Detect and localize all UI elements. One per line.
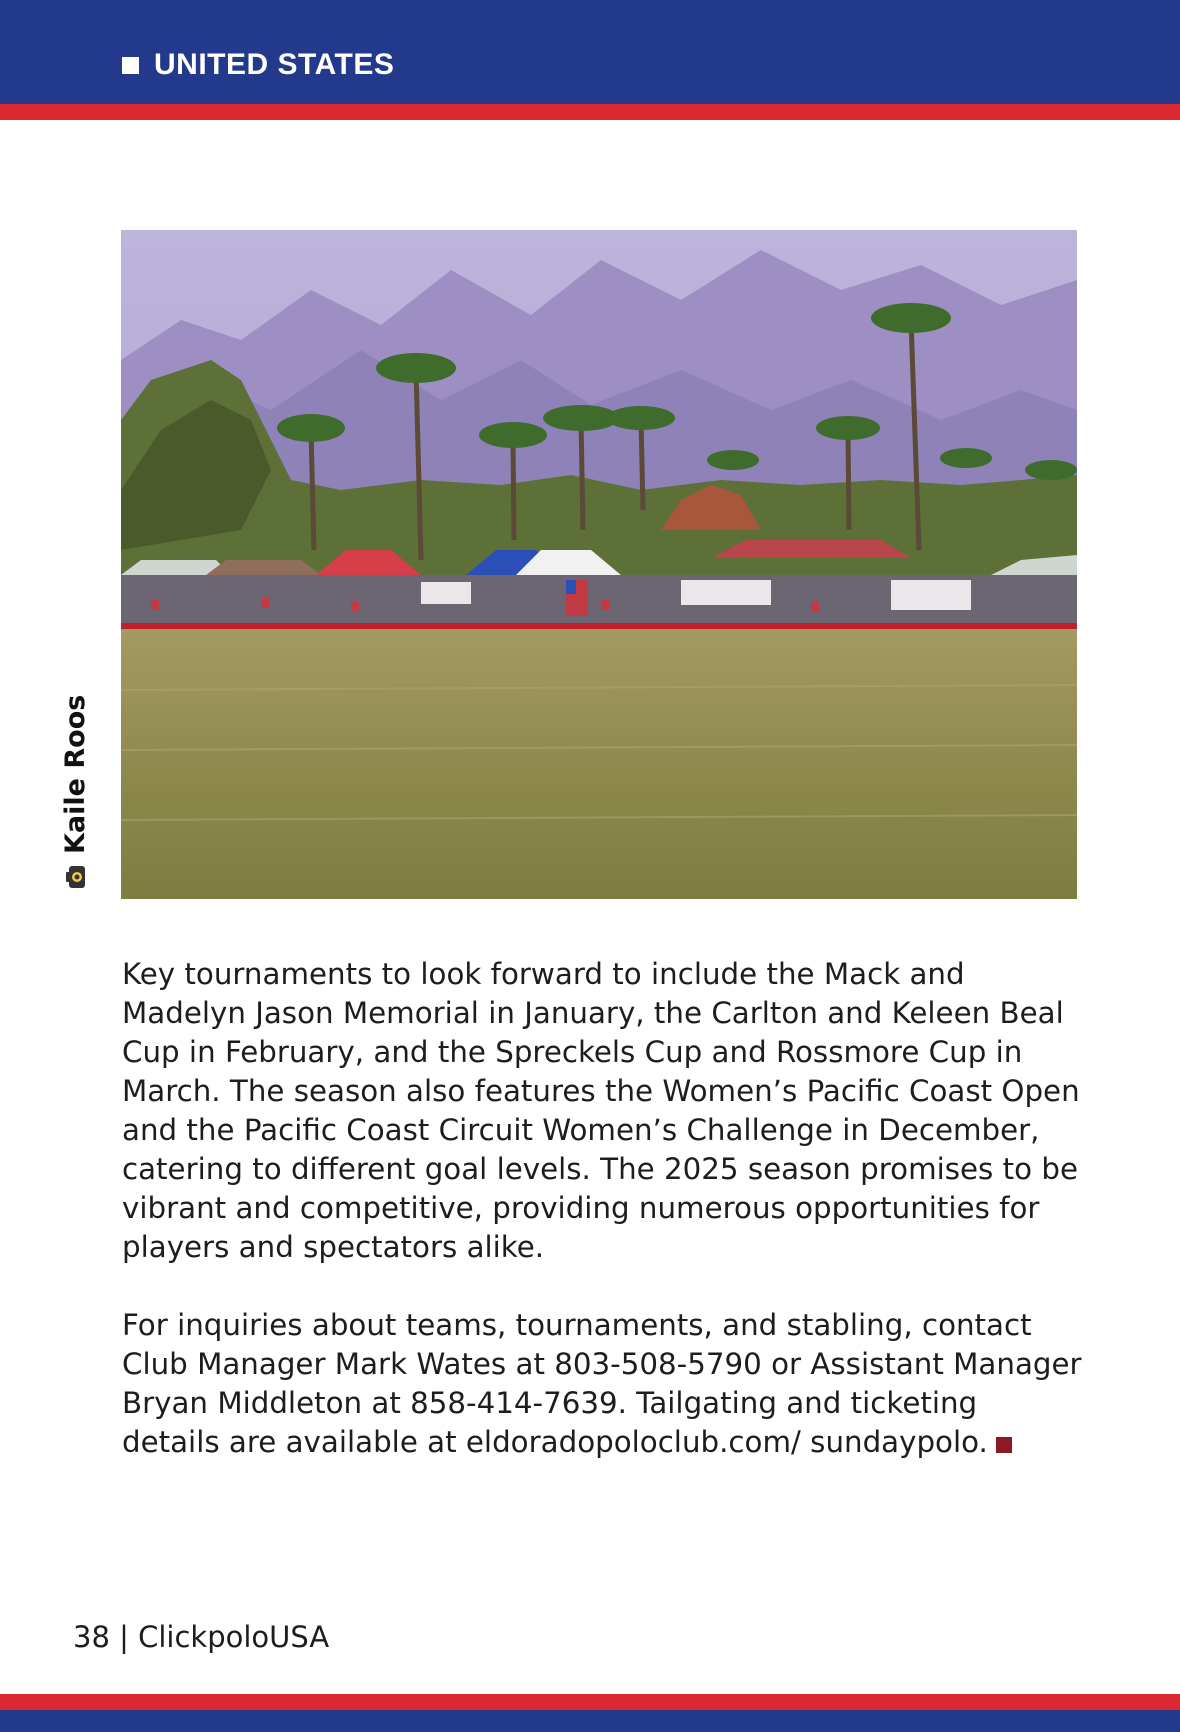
paragraph-tournaments: Key tournaments to look forward to include the Mack and Madelyn Jason Memorial in January, the Carlton and Keleen Beal Cup in February, and the Spreckels Cup and Rossmore Cup in March. The season also features the Women’s Pacific Coast Open and the Pacific Coast Circuit Women’s Challenge in December, catering to different goal levels. The 2025 season promises to be vibrant and competitive, providing numerous opportunities for players and spectators alike. xyxy=(122,957,1080,1264)
paragraph-contact-text: For inquiries about teams, tournaments, and stabling, contact Club Manager Mark Wates at 803-508-5790 or Assistant Manager Bryan Middleton at 858-414-7639. Tailgating and ticketing details are available at eldoradopoloclub.com/ sundaypolo. xyxy=(122,1308,1082,1459)
article-body xyxy=(122,955,1082,1501)
footer-band xyxy=(0,1710,1180,1732)
paragraph-contact xyxy=(122,1306,1082,1462)
polo-field-photo xyxy=(121,230,1077,899)
header-stripe xyxy=(0,104,1180,120)
page-folio: 38 | ClickpoloUSA xyxy=(73,1620,330,1654)
footer-stripe xyxy=(0,1694,1180,1710)
end-mark-icon xyxy=(996,1437,1012,1453)
photographer-name: Kaile Roos xyxy=(60,694,91,854)
section-label xyxy=(122,48,394,82)
photo-credit xyxy=(60,695,91,890)
camera-icon xyxy=(63,864,89,890)
section-square-icon xyxy=(122,57,139,74)
section-title: UNITED STATES xyxy=(154,48,395,81)
